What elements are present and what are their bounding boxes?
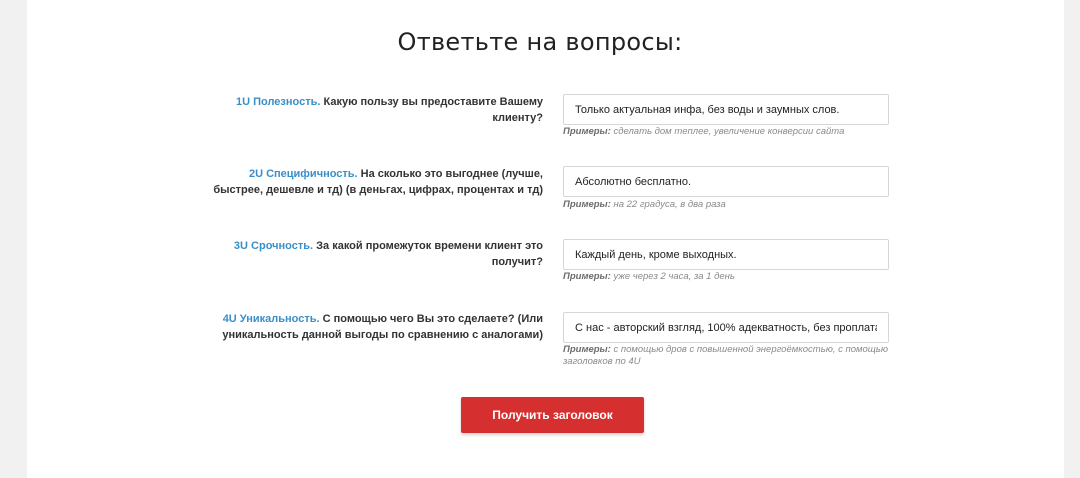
question-3-answer-input[interactable] [563,239,889,270]
question-1-example-label: Примеры: [563,126,611,137]
question-1-answer-input[interactable] [563,94,889,125]
question-2-answer-input[interactable] [563,166,889,197]
question-4-example-text: с помощью дров с повышенной энергоёмкостью, с помощью заголовков по 4U [563,344,889,367]
question-3-example-label: Примеры: [563,271,611,282]
question-3-example-text: уже через 2 часа, за 1 день [610,271,735,282]
question-2-accent: 2U Специфичность. [248,168,358,180]
get-headline-button[interactable]: Получить заголовок [461,397,644,433]
question-2-example-text: на 22 градуса, в два раза [610,199,726,210]
question-4-accent: 4U Уникальность. [222,313,320,325]
question-2-example [563,199,903,211]
question-3-accent: 3U Срочность. [233,240,314,252]
question-3-label [213,238,543,270]
question-1-label [213,94,543,126]
question-3-text: За какой промежуток времени клиент это получит? [313,240,543,268]
question-2-label [213,166,543,198]
question-4-example [563,344,903,368]
question-1-accent: 1U Полезность. [235,96,321,108]
question-1-text: Какую пользу вы предоставите Вашему клиенту? [320,96,543,124]
page-title: Ответьте на вопросы: [397,28,683,56]
question-4-example-label: Примеры: [563,344,611,355]
question-2-example-label: Примеры: [563,199,611,210]
question-4-answer-input[interactable] [563,312,889,343]
question-1-example [563,126,903,138]
question-4-text: С помощью чего Вы это сделаете? (Или уникальность данной выгоды по сравнению с аналогами) [222,313,543,341]
question-1-example-text: сделать дом теплее, увеличение конверсии сайта [610,126,845,137]
question-2-text: На сколько это выгоднее (лучше, быстрее, дешевле и тд) (в деньгах, цифрах, процентах и тд) [213,168,543,196]
question-4-label [213,311,543,343]
question-3-example [563,271,903,283]
